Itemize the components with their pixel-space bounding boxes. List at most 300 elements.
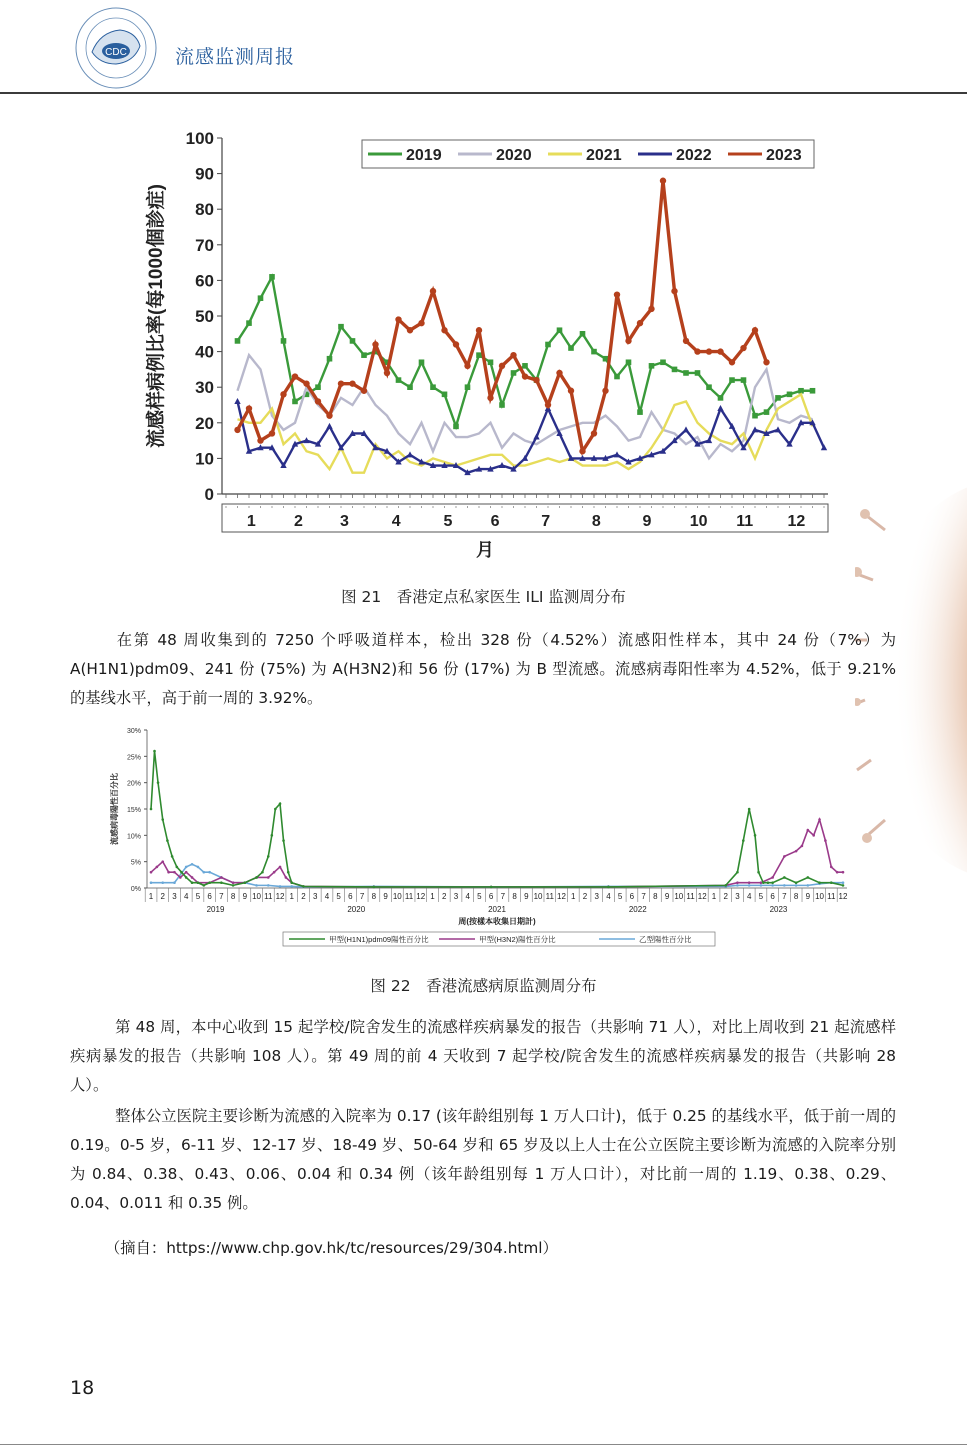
- data-point: [161, 818, 164, 821]
- data-point: [614, 374, 620, 380]
- x-month-label: 12: [787, 513, 806, 530]
- data-point: [763, 359, 769, 365]
- x-month-label: 11: [686, 892, 695, 901]
- data-point: [280, 391, 286, 397]
- data-point: [771, 884, 774, 887]
- data-point: [830, 866, 833, 869]
- data-point: [706, 384, 712, 390]
- data-point: [824, 839, 827, 842]
- y-tick-label: 20%: [126, 780, 141, 788]
- data-point: [818, 818, 821, 821]
- data-point: [729, 359, 735, 365]
- data-point: [267, 876, 270, 879]
- data-point: [748, 884, 751, 887]
- x-month-label: 12: [838, 892, 848, 901]
- data-point: [767, 881, 770, 884]
- x-month-label: 5: [617, 892, 623, 901]
- x-month-label: 3: [735, 892, 740, 901]
- figure21-chart: [140, 126, 840, 566]
- x-month-label: 12: [275, 892, 285, 901]
- x-month-label: 12: [697, 892, 707, 901]
- data-point: [736, 884, 739, 887]
- data-point: [338, 324, 344, 330]
- x-month-label: 9: [524, 892, 529, 901]
- data-point: [706, 348, 712, 354]
- data-point: [740, 345, 746, 351]
- data-point: [760, 884, 763, 887]
- x-month-label: 5: [443, 513, 453, 530]
- data-point: [326, 412, 332, 418]
- data-point: [695, 370, 701, 376]
- figure22-caption: 图 22 香港流感病原监测周分布: [370, 977, 597, 995]
- data-point: [754, 834, 757, 837]
- x-month-label: 6: [348, 892, 353, 901]
- data-point: [246, 405, 252, 411]
- legend-label: 乙型陽性百分比: [639, 935, 692, 944]
- data-point: [156, 866, 159, 869]
- data-point: [180, 871, 183, 874]
- x-month-label: 3: [172, 892, 177, 901]
- data-point: [153, 750, 156, 753]
- y-tick-label: 25%: [126, 754, 141, 762]
- svg-text:CDC: CDC: [105, 47, 127, 58]
- source-note: （摘自：https://www.chp.gov.hk/tc/resources/29/304.html）: [105, 1239, 558, 1257]
- paragraph-1: 在第 48 周收集到的 7250 个呼吸道样本，检出 328 份（4.52%）流感阳性样本，其中 24 份（7%）为 A(H1N1)pdm09、241 份 (75%) 为 A(H3N2)和 56 份 (17%) 为 B 型流感。流感病毒阳性率为 4.52%，低于 9.21%的基线水平，高于前一周的 3.92%。: [70, 631, 896, 707]
- data-point: [718, 395, 724, 401]
- y-axis-title: 流感病毒陽性百分比: [110, 773, 119, 845]
- data-point: [810, 388, 816, 394]
- x-month-label: 1: [148, 892, 154, 901]
- data-point: [179, 876, 182, 879]
- data-point: [842, 881, 845, 884]
- data-point: [795, 884, 798, 887]
- data-point: [771, 881, 774, 884]
- data-point: [510, 352, 516, 358]
- data-point: [338, 380, 344, 386]
- data-point: [818, 881, 821, 884]
- series-甲型(H3N2)陽性百分比: [150, 818, 845, 888]
- figure21-caption: 图 21 香港定点私家医生 ILI 监测周分布: [341, 588, 626, 606]
- data-point: [372, 341, 378, 347]
- data-point: [625, 338, 631, 344]
- header-divider: [0, 92, 967, 94]
- data-point: [161, 881, 164, 884]
- data-point: [795, 881, 798, 884]
- y-tick-label: 50: [195, 307, 214, 326]
- x-month-label: 2: [582, 892, 588, 901]
- x-month-label: 8: [512, 892, 517, 901]
- data-point: [235, 338, 241, 344]
- x-month-label: 12: [416, 892, 426, 901]
- data-point: [191, 876, 194, 879]
- data-point: [488, 359, 494, 365]
- data-point: [197, 866, 200, 869]
- data-point: [464, 363, 470, 369]
- y-tick-label: 90: [195, 164, 214, 184]
- data-point: [717, 348, 723, 354]
- x-month-label: 8: [653, 892, 658, 901]
- data-point: [694, 348, 700, 354]
- data-point: [395, 316, 401, 322]
- x-month-label: 8: [371, 892, 377, 901]
- x-year-label: 2019: [206, 905, 225, 914]
- data-point: [244, 881, 247, 884]
- data-point: [830, 881, 833, 884]
- y-tick-label: 30%: [126, 728, 141, 735]
- data-point: [648, 306, 654, 312]
- data-point: [176, 866, 179, 869]
- data-point: [419, 359, 425, 365]
- data-point: [748, 808, 751, 811]
- x-month-label: 1: [571, 892, 576, 901]
- legend-label: 甲型(H1N1)pdm09陽性百分比: [329, 935, 429, 944]
- x-month-label: 11: [545, 892, 554, 901]
- data-point: [757, 871, 760, 874]
- data-point: [760, 881, 763, 884]
- data-point: [637, 320, 643, 326]
- x-month-label: 10: [252, 892, 262, 901]
- paragraph-2: 第 48 周，本中心收到 15 起学校/院舍发生的流感样疾病暴发的报告（共影响 71 人），对比上周收到 21 起流感样疾病暴发的报告（共影响 108 人）。第 49 周的前 4 天收到 7 起学校/院舍发生的流感样疾病暴发的报告（共影响 28 人）。: [70, 1018, 896, 1094]
- data-point: [418, 320, 424, 326]
- x-month-label: 6: [207, 892, 212, 901]
- x-month-label: 5: [195, 892, 201, 901]
- x-year-label: 2020: [347, 905, 366, 914]
- data-point: [499, 363, 505, 369]
- y-tick-label: 0: [204, 485, 214, 504]
- data-point: [579, 448, 585, 454]
- x-month-label: 2: [160, 892, 165, 901]
- legend-label: 2020: [496, 147, 532, 164]
- x-month-label: 2: [293, 513, 303, 530]
- page-header: [0, 0, 967, 94]
- data-point: [269, 274, 275, 280]
- data-point: [568, 388, 574, 394]
- data-point: [798, 388, 804, 394]
- x-month-label: 9: [805, 892, 811, 901]
- y-tick-label: 10: [195, 449, 214, 469]
- page-number: 18: [70, 1377, 95, 1399]
- data-point: [373, 886, 376, 889]
- data-point: [161, 860, 164, 863]
- x-month-label: 3: [339, 513, 349, 530]
- data-point: [258, 295, 264, 301]
- data-point: [303, 380, 309, 386]
- x-month-label: 10: [674, 892, 684, 901]
- data-point: [683, 338, 689, 344]
- x-year-label: 2023: [769, 905, 788, 914]
- x-month-label: 12: [557, 892, 566, 901]
- data-point: [683, 426, 689, 432]
- x-month-label: 10: [815, 892, 824, 901]
- series-2023: [234, 178, 769, 455]
- data-point: [522, 373, 528, 379]
- data-point: [396, 377, 402, 383]
- legend-label: 2022: [676, 147, 712, 164]
- x-month-label: 7: [500, 892, 506, 901]
- y-tick-label: 80: [195, 200, 214, 220]
- data-point: [626, 359, 632, 365]
- x-month-label: 6: [629, 892, 635, 901]
- data-point: [208, 881, 211, 884]
- data-point: [220, 881, 223, 884]
- data-point: [407, 327, 413, 333]
- data-point: [292, 373, 298, 379]
- data-point: [261, 871, 264, 874]
- data-point: [327, 356, 333, 362]
- data-point: [208, 871, 211, 874]
- x-month-label: 1: [289, 892, 294, 901]
- y-tick-label: 70: [195, 235, 214, 255]
- data-point: [292, 399, 298, 405]
- data-point: [430, 288, 436, 294]
- data-point: [171, 855, 174, 858]
- data-point: [748, 881, 751, 884]
- data-point: [511, 370, 517, 376]
- data-point: [271, 834, 274, 837]
- data-point: [807, 884, 810, 887]
- data-point: [349, 380, 355, 386]
- data-point: [783, 876, 786, 879]
- data-point: [568, 345, 574, 351]
- data-point: [232, 884, 235, 887]
- data-point: [166, 839, 169, 842]
- x-month-label: 3: [453, 892, 459, 901]
- x-month-label: 11: [736, 513, 754, 530]
- x-month-label: 4: [183, 892, 189, 901]
- series-line: [151, 751, 843, 887]
- data-point: [185, 871, 188, 874]
- data-point: [185, 876, 188, 879]
- paragraph-3: 整体公立医院主要诊断为流感的入院率为 0.17 (该年龄组别每 1 万人口计)，低于 0.25 的基线水平，低于前一周的 0.19。0-5 岁，6-11 岁、12-17 岁、18-49 岁、50-64 岁和 65 岁及以上人士在公立医院主要诊断为流感的入院率分别为 0.84、0.38、0.43、0.06、0.04 和 0.34 例（该年龄组别每 1 万人口计），对比前一周的 1.19、0.38、0.29、0.04、0.011 和 0.35 例。: [70, 1107, 896, 1212]
- data-point: [220, 876, 223, 879]
- data-point: [279, 802, 282, 805]
- data-point: [637, 409, 643, 415]
- data-point: [660, 178, 666, 184]
- data-point: [602, 388, 608, 394]
- x-month-label: 11: [404, 892, 414, 901]
- data-point: [842, 871, 845, 874]
- data-point: [783, 884, 786, 887]
- data-point: [267, 855, 270, 858]
- data-point: [191, 881, 194, 884]
- legend-label: 2023: [766, 147, 802, 164]
- data-point: [326, 423, 332, 429]
- x-month-label: 4: [391, 513, 401, 530]
- x-month-label: 6: [488, 892, 494, 901]
- y-tick-label: 100: [185, 129, 214, 148]
- data-point: [157, 781, 160, 784]
- data-point: [775, 395, 781, 401]
- data-point: [407, 451, 413, 457]
- x-month-label: 9: [664, 892, 670, 901]
- data-point: [807, 829, 810, 832]
- data-point: [556, 370, 562, 376]
- x-month-label: 5: [336, 892, 341, 901]
- data-point: [267, 884, 270, 887]
- data-point: [255, 884, 258, 887]
- series-line: [151, 820, 843, 887]
- y-tick-label: 15%: [126, 807, 141, 814]
- x-month-label: 6: [490, 513, 500, 530]
- data-point: [807, 876, 810, 879]
- data-point: [476, 352, 482, 358]
- data-point: [649, 363, 655, 369]
- x-month-label: 7: [782, 892, 787, 901]
- data-point: [287, 871, 290, 874]
- data-point: [736, 871, 739, 874]
- data-point: [384, 370, 390, 376]
- legend-label: 2021: [586, 147, 622, 164]
- data-point: [614, 291, 620, 297]
- x-axis-title: 月: [476, 540, 494, 560]
- data-point: [812, 834, 815, 837]
- data-point: [442, 392, 448, 398]
- y-tick-label: 20: [195, 413, 214, 433]
- data-point: [255, 876, 258, 879]
- x-month-label: 2: [723, 892, 728, 901]
- x-month-label: 8: [591, 513, 601, 530]
- data-point: [197, 881, 200, 884]
- data-point: [191, 863, 194, 866]
- data-point: [407, 384, 413, 390]
- data-point: [736, 881, 739, 884]
- data-point: [683, 370, 689, 376]
- data-point: [150, 808, 153, 811]
- data-point: [202, 884, 205, 887]
- y-tick-label: 10%: [126, 833, 141, 841]
- data-point: [671, 288, 677, 294]
- data-point: [279, 885, 282, 888]
- data-point: [724, 884, 727, 887]
- data-point: [545, 342, 551, 348]
- x-month-label: 10: [392, 892, 402, 901]
- data-point: [752, 413, 758, 419]
- data-point: [842, 884, 845, 887]
- x-month-label: 1: [711, 892, 717, 901]
- legend-label: 甲型(H3N2)陽性百分比: [479, 935, 556, 944]
- data-point: [167, 871, 170, 874]
- data-point: [795, 850, 798, 853]
- x-month-label: 9: [383, 892, 388, 901]
- series-line-2023: [238, 181, 767, 452]
- x-month-label: 7: [541, 513, 551, 530]
- x-month-label: 1: [430, 892, 435, 901]
- data-point: [487, 395, 493, 401]
- x-month-label: 3: [312, 892, 318, 901]
- data-point: [290, 885, 293, 888]
- footer-divider: [0, 1444, 967, 1445]
- data-point: [279, 866, 282, 869]
- data-point: [282, 839, 285, 842]
- x-month-label: 4: [465, 892, 470, 901]
- series-甲型(H1N1)pdm09陽性百分比: [150, 750, 845, 888]
- data-point: [453, 341, 459, 347]
- data-point: [762, 881, 765, 884]
- data-point: [281, 338, 287, 344]
- data-point: [533, 377, 539, 383]
- x-month-label: 4: [324, 892, 330, 901]
- x-month-label: 4: [606, 892, 611, 901]
- data-point: [783, 855, 786, 858]
- data-point: [232, 881, 235, 884]
- data-point: [522, 363, 528, 369]
- y-tick-label: 0%: [130, 886, 141, 893]
- data-point: [499, 402, 505, 408]
- y-axis-title: 流感样病例比率(每1000個診症): [146, 184, 167, 448]
- y-tick-label: 60: [195, 271, 214, 291]
- data-point: [302, 885, 305, 888]
- data-point: [764, 409, 770, 415]
- data-point: [269, 430, 275, 436]
- x-month-label: 10: [689, 513, 708, 530]
- data-point: [591, 349, 597, 355]
- data-point: [234, 427, 240, 433]
- data-point: [173, 881, 176, 884]
- legend: [283, 932, 715, 946]
- data-point: [453, 424, 459, 430]
- header-title: 流感监测周报: [175, 46, 296, 68]
- x-month-label: 9: [642, 513, 652, 530]
- data-point: [660, 359, 666, 365]
- x-month-label: 8: [230, 892, 236, 901]
- data-point: [752, 327, 758, 333]
- data-point: [557, 327, 563, 333]
- x-month-label: 5: [758, 892, 764, 901]
- data-point: [257, 437, 263, 443]
- data-point: [672, 367, 678, 373]
- cdc-logo: [70, 2, 162, 94]
- data-point: [742, 839, 745, 842]
- data-point: [274, 808, 277, 811]
- y-tick-label: 5%: [130, 859, 141, 867]
- x-month-label: 11: [827, 892, 836, 901]
- data-point: [246, 320, 252, 326]
- figure22-chart: [105, 722, 865, 962]
- x-month-label: 3: [594, 892, 599, 901]
- data-point: [545, 402, 551, 408]
- series-乙型陽性百分比: [150, 863, 845, 888]
- data-point: [801, 845, 804, 848]
- x-month-label: 5: [477, 892, 482, 901]
- x-month-label: 2: [301, 892, 306, 901]
- data-point: [836, 871, 839, 874]
- data-point: [490, 886, 493, 889]
- x-month-label: 2: [441, 892, 447, 901]
- data-point: [787, 392, 793, 398]
- data-point: [361, 388, 367, 394]
- data-point: [717, 405, 723, 411]
- data-point: [315, 398, 321, 404]
- x-month-label: 11: [264, 892, 273, 901]
- x-month-label: 10: [533, 892, 543, 901]
- series-line-2019: [238, 277, 813, 427]
- x-month-label: 7: [641, 892, 646, 901]
- data-point: [150, 871, 153, 874]
- y-tick-label: 40: [195, 342, 214, 362]
- data-point: [476, 327, 482, 333]
- x-axis-title: 周(按樣本收集日期計): [458, 917, 536, 926]
- legend: [362, 140, 814, 168]
- x-month-label: 9: [242, 892, 248, 901]
- data-point: [361, 352, 367, 358]
- data-point: [580, 331, 586, 337]
- data-point: [285, 876, 288, 879]
- x-month-label: 1: [246, 513, 256, 530]
- x-month-label: 6: [770, 892, 775, 901]
- data-point: [290, 881, 293, 884]
- y-tick-label: 30: [195, 378, 214, 398]
- x-month-label: 4: [746, 892, 752, 901]
